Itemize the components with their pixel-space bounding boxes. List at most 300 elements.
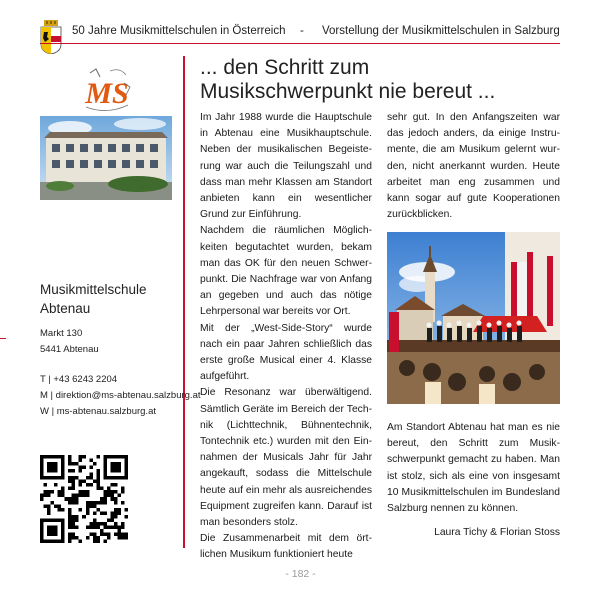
qr-module (110, 518, 114, 522)
qr-module (44, 494, 48, 498)
qr-module (110, 497, 114, 501)
qr-module (110, 455, 114, 459)
qr-module (114, 490, 118, 494)
qr-module (96, 501, 100, 505)
qr-module (40, 455, 44, 459)
qr-module (86, 483, 90, 487)
qr-module (82, 455, 86, 459)
qr-module (79, 469, 83, 473)
qr-module (114, 501, 118, 505)
qr-module (100, 529, 104, 533)
qr-module (54, 518, 58, 522)
qr-module (79, 455, 83, 459)
qr-module (51, 518, 55, 522)
paragraph: Am Standort Abtenau hat man es nie bereut, den Schritt zum Musikschwerpunkt gemacht zu haben. Man ist stolz, sich als eine von insgesamt 10 Musikmittelschulen im Bundesland Salzburg nennen zu können. (387, 422, 560, 515)
qr-module (100, 487, 104, 491)
qr-module (72, 536, 76, 540)
qr-module (82, 515, 86, 519)
title-line1: ... den Schritt zum (200, 56, 370, 79)
qr-module (75, 501, 79, 505)
qr-module (68, 511, 72, 515)
article-column-1 (200, 110, 372, 564)
school-logo (80, 65, 134, 115)
qr-module (124, 466, 128, 470)
qr-module (54, 529, 58, 533)
qr-module (100, 497, 104, 501)
qr-module (68, 469, 72, 473)
qr-module (40, 466, 44, 470)
qr-module (51, 525, 55, 529)
qr-module (72, 480, 76, 484)
qr-code-icon (40, 455, 128, 543)
qr-module (96, 539, 100, 543)
qr-module (61, 532, 65, 536)
qr-module (68, 518, 72, 522)
qr-module (51, 462, 55, 466)
qr-module (117, 511, 121, 515)
qr-module (54, 504, 58, 508)
qr-module (96, 522, 100, 526)
qr-module (114, 469, 118, 473)
qr-module (96, 455, 100, 459)
qr-module (124, 469, 128, 473)
qr-module (72, 532, 76, 536)
qr-module (75, 515, 79, 519)
qr-module (68, 476, 72, 480)
qr-module (110, 515, 114, 519)
qr-module (61, 529, 65, 533)
qr-module (61, 476, 65, 480)
qr-module (89, 501, 93, 505)
qr-module (103, 466, 107, 470)
qr-module (107, 525, 111, 529)
qr-module (72, 487, 76, 491)
qr-module (79, 508, 83, 512)
school-address (40, 326, 99, 358)
qr-module (124, 476, 128, 480)
qr-module (121, 487, 125, 491)
qr-module (121, 476, 125, 480)
qr-module (93, 539, 97, 543)
qr-module (114, 462, 118, 466)
qr-module (40, 462, 44, 466)
qr-module (47, 511, 51, 515)
qr-module (117, 529, 121, 533)
qr-module (93, 536, 97, 540)
qr-module (89, 504, 93, 508)
qr-module (96, 487, 100, 491)
qr-module (79, 490, 83, 494)
qr-module (117, 466, 121, 470)
qr-module (86, 504, 90, 508)
qr-module (47, 518, 51, 522)
qr-module (68, 539, 72, 543)
qr-module (107, 518, 111, 522)
qr-module (72, 476, 76, 480)
qr-module (40, 532, 44, 536)
qr-module (61, 455, 65, 459)
qr-module (86, 490, 90, 494)
qr-module (114, 522, 118, 526)
qr-module (44, 539, 48, 543)
qr-module (58, 476, 62, 480)
qr-module (54, 466, 58, 470)
qr-module (47, 532, 51, 536)
qr-module (61, 522, 65, 526)
qr-module (107, 494, 111, 498)
qr-module (121, 532, 125, 536)
qr-module (61, 473, 65, 477)
qr-module (103, 462, 107, 466)
contact-phone: T | +43 6243 2204 (40, 374, 118, 385)
qr-module (86, 494, 90, 498)
qr-module (107, 490, 111, 494)
qr-module (107, 532, 111, 536)
qr-module (58, 490, 62, 494)
qr-module (124, 459, 128, 463)
qr-module (124, 532, 128, 536)
qr-module (107, 476, 111, 480)
header-separator: - (300, 25, 304, 37)
qr-module (61, 469, 65, 473)
school-contact (40, 372, 201, 420)
qr-module (89, 466, 93, 470)
qr-module (96, 473, 100, 477)
qr-module (114, 455, 118, 459)
contact-mail: M | direktion@ms-abtenau.salzburg.at (40, 390, 201, 401)
qr-module (72, 522, 76, 526)
qr-module (51, 476, 55, 480)
qr-module (79, 494, 83, 498)
qr-module (79, 539, 83, 543)
qr-module (110, 494, 114, 498)
qr-module (47, 455, 51, 459)
qr-module (51, 455, 55, 459)
qr-module (58, 504, 62, 508)
qr-module (96, 469, 100, 473)
qr-module (100, 532, 104, 536)
qr-module (75, 525, 79, 529)
qr-module (58, 508, 62, 512)
paragraph: Die Zusammenarbeit mit dem örtlichen Musikum funktioniert heute (200, 533, 372, 561)
qr-module (44, 476, 48, 480)
qr-module (93, 501, 97, 505)
qr-module (121, 525, 125, 529)
qr-module (68, 515, 72, 519)
qr-module (121, 455, 125, 459)
qr-module (68, 487, 72, 491)
qr-module (89, 532, 93, 536)
qr-module (93, 525, 97, 529)
concert-photo (387, 232, 560, 404)
qr-module (68, 459, 72, 463)
logo-lettering: MS (85, 77, 129, 110)
qr-module (107, 536, 111, 540)
qr-module (124, 536, 128, 540)
qr-module (89, 522, 93, 526)
qr-module (82, 490, 86, 494)
qr-module (40, 539, 44, 543)
qr-module (61, 494, 65, 498)
qr-module (58, 539, 62, 543)
qr-module (100, 522, 104, 526)
qr-module (65, 497, 69, 501)
qr-module (44, 518, 48, 522)
qr-module (61, 466, 65, 470)
qr-module (117, 476, 121, 480)
qr-module (93, 462, 97, 466)
qr-module (75, 536, 79, 540)
qr-module (61, 536, 65, 540)
qr-module (82, 494, 86, 498)
qr-module (117, 494, 121, 498)
qr-module (110, 490, 114, 494)
qr-module (114, 525, 118, 529)
qr-module (79, 480, 83, 484)
qr-module (40, 518, 44, 522)
qr-module (75, 476, 79, 480)
qr-module (110, 462, 114, 466)
qr-module (110, 476, 114, 480)
qr-module (103, 522, 107, 526)
qr-module (72, 462, 76, 466)
qr-module (61, 525, 65, 529)
qr-module (93, 504, 97, 508)
qr-module (103, 455, 107, 459)
qr-module (51, 539, 55, 543)
paragraph: Nachdem die räumlichen Möglichkeiten begutachtet wurden, bekam man das OK für den neuen Schwerpunkt. Die Nachfrage war von Anfang an gegeben und auch das nötige Lehrpersonal war bereits vor Ort. (200, 225, 372, 318)
qr-module (40, 473, 44, 477)
qr-module (89, 459, 93, 463)
qr-module (51, 469, 55, 473)
qr-module (100, 501, 104, 505)
qr-module (47, 490, 51, 494)
qr-module (54, 532, 58, 536)
qr-module (51, 501, 55, 505)
qr-module (86, 501, 90, 505)
title-line2: Musikschwerpunkt nie bereut ... (200, 80, 496, 103)
qr-module (40, 469, 44, 473)
qr-module (44, 483, 48, 487)
qr-module (96, 476, 100, 480)
qr-module (54, 525, 58, 529)
qr-module (114, 476, 118, 480)
qr-module (93, 522, 97, 526)
paragraph: Mit der „West-Side-Story“ wurde nach ein paar Jahren schließlich das erste große Musical einer 4. Klasse aufgeführt. (200, 322, 372, 383)
address-street: Markt 130 (40, 328, 83, 339)
qr-module (110, 469, 114, 473)
qr-module (54, 469, 58, 473)
qr-module (40, 522, 44, 526)
qr-module (47, 525, 51, 529)
qr-module (121, 536, 125, 540)
qr-module (93, 511, 97, 515)
qr-module (51, 490, 55, 494)
qr-module (47, 462, 51, 466)
column-divider (183, 56, 185, 548)
qr-module (96, 483, 100, 487)
qr-module (44, 504, 48, 508)
article-authors: Laura Tichy & Florian Stoss (434, 527, 560, 538)
qr-module (86, 508, 90, 512)
school-building-photo (40, 116, 172, 200)
header-series-title: 50 Jahre Musikmittelschulen in Österreich (72, 25, 286, 37)
qr-module (54, 483, 58, 487)
qr-module (40, 536, 44, 540)
qr-module (103, 473, 107, 477)
qr-module (107, 455, 111, 459)
qr-module (82, 466, 86, 470)
qr-module (79, 466, 83, 470)
qr-module (68, 497, 72, 501)
qr-module (47, 494, 51, 498)
qr-module (114, 532, 118, 536)
qr-module (117, 536, 121, 540)
qr-module (107, 487, 111, 491)
qr-module (110, 483, 114, 487)
qr-module (103, 476, 107, 480)
contact-web: W | ms-abtenau.salzburg.at (40, 406, 156, 417)
qr-module (117, 462, 121, 466)
qr-module (103, 497, 107, 501)
qr-module (47, 539, 51, 543)
qr-module (89, 473, 93, 477)
qr-module (110, 525, 114, 529)
qr-module (51, 532, 55, 536)
qr-module (124, 508, 128, 512)
school-name (40, 280, 180, 318)
qr-module (68, 480, 72, 484)
qr-module (72, 497, 76, 501)
qr-module (68, 536, 72, 540)
qr-module (75, 494, 79, 498)
qr-module (44, 490, 48, 494)
qr-module (86, 525, 90, 529)
qr-module (51, 529, 55, 533)
qr-module (47, 508, 51, 512)
qr-module (103, 532, 107, 536)
qr-module (121, 490, 125, 494)
qr-module (61, 487, 65, 491)
qr-module (110, 511, 114, 515)
qr-module (114, 511, 118, 515)
qr-module (68, 501, 72, 505)
school-name-line2: Abtenau (40, 301, 91, 316)
qr-module (114, 483, 118, 487)
qr-module (72, 525, 76, 529)
salzburg-coat-of-arms-icon (40, 20, 62, 54)
qr-module (86, 536, 90, 540)
qr-module (40, 525, 44, 529)
qr-module (110, 466, 114, 470)
article-column-2-bottom (387, 420, 560, 517)
qr-module (68, 532, 72, 536)
header-rule (40, 43, 560, 44)
qr-module (117, 455, 121, 459)
qr-module (86, 511, 90, 515)
qr-module (61, 508, 65, 512)
qr-module (89, 483, 93, 487)
qr-module (114, 515, 118, 519)
qr-module (61, 462, 65, 466)
qr-module (40, 494, 44, 498)
qr-module (89, 476, 93, 480)
qr-module (121, 522, 125, 526)
qr-module (103, 469, 107, 473)
qr-module (103, 501, 107, 505)
qr-module (68, 522, 72, 526)
qr-module (103, 539, 107, 543)
qr-module (68, 525, 72, 529)
qr-module (75, 518, 79, 522)
paragraph: sehr gut. In den Anfangszeiten war das jedoch anders, da einige Instrumente, die am Musikum gelernt wurden, nicht anerkannt wurden. Heute arbeitet man eng zusammen und kann sogar auf gute Kooperationen zurückblicken. (387, 112, 560, 221)
qr-module (103, 459, 107, 463)
qr-module (121, 501, 125, 505)
qr-module (86, 476, 90, 480)
qr-module (54, 455, 58, 459)
qr-module (40, 529, 44, 533)
page-number: - 182 - (285, 568, 316, 580)
qr-module (117, 469, 121, 473)
school-name-line1: Musikmittelschule (40, 282, 147, 297)
qr-module (54, 476, 58, 480)
qr-module (58, 518, 62, 522)
qr-module (124, 473, 128, 477)
address-city: 5441 Abtenau (40, 344, 99, 355)
qr-module (58, 455, 62, 459)
qr-module (93, 532, 97, 536)
header-section-title: Vorstellung der Musikmittelschulen in Salzburg (322, 25, 560, 37)
qr-module (114, 497, 118, 501)
qr-module (93, 480, 97, 484)
qr-module (114, 508, 118, 512)
qr-module (54, 539, 58, 543)
qr-module (72, 501, 76, 505)
qr-module (68, 455, 72, 459)
qr-module (124, 455, 128, 459)
paragraph: Die Resonanz war überwältigend. Sämtlich Geräte im Bereich der Technik (Lichttechnik, Bühnentechnik, Tontechnik etc.) wurden mit den Einnahmen der Musicals Jahr für Jahr angekauft, sodass die Mittelschule heute auf ein mehr als ausreichendes Equipment zugreifen kann. Darauf ist man besonders stolz. (200, 387, 372, 529)
qr-module (96, 508, 100, 512)
qr-module (93, 518, 97, 522)
qr-module (103, 490, 107, 494)
qr-module (61, 459, 65, 463)
qr-module (103, 525, 107, 529)
qr-module (96, 525, 100, 529)
qr-module (103, 511, 107, 515)
qr-module (47, 469, 51, 473)
qr-module (75, 462, 79, 466)
article-title (200, 56, 560, 104)
qr-module (75, 497, 79, 501)
paragraph: Im Jahr 1988 wurde die Hauptschule in Abtenau eine Musikhauptschule. Neben der musikalischen Begeisterung war auch die Teilungszahl und dass man mehr Klassen am Standort anbieten kann ein wesentlicher Grund zur Einführung. (200, 112, 372, 221)
qr-module (61, 518, 65, 522)
qr-module (47, 504, 51, 508)
qr-module (68, 508, 72, 512)
qr-module (68, 462, 72, 466)
qr-module (40, 497, 44, 501)
qr-module (72, 483, 76, 487)
article-column-2-top (387, 110, 560, 223)
qr-module (82, 480, 86, 484)
qr-module (100, 511, 104, 515)
qr-module (72, 494, 76, 498)
qr-module (58, 494, 62, 498)
qr-module (89, 525, 93, 529)
qr-module (124, 462, 128, 466)
qr-module (117, 532, 121, 536)
qr-module (72, 469, 76, 473)
crop-mark (0, 338, 6, 339)
